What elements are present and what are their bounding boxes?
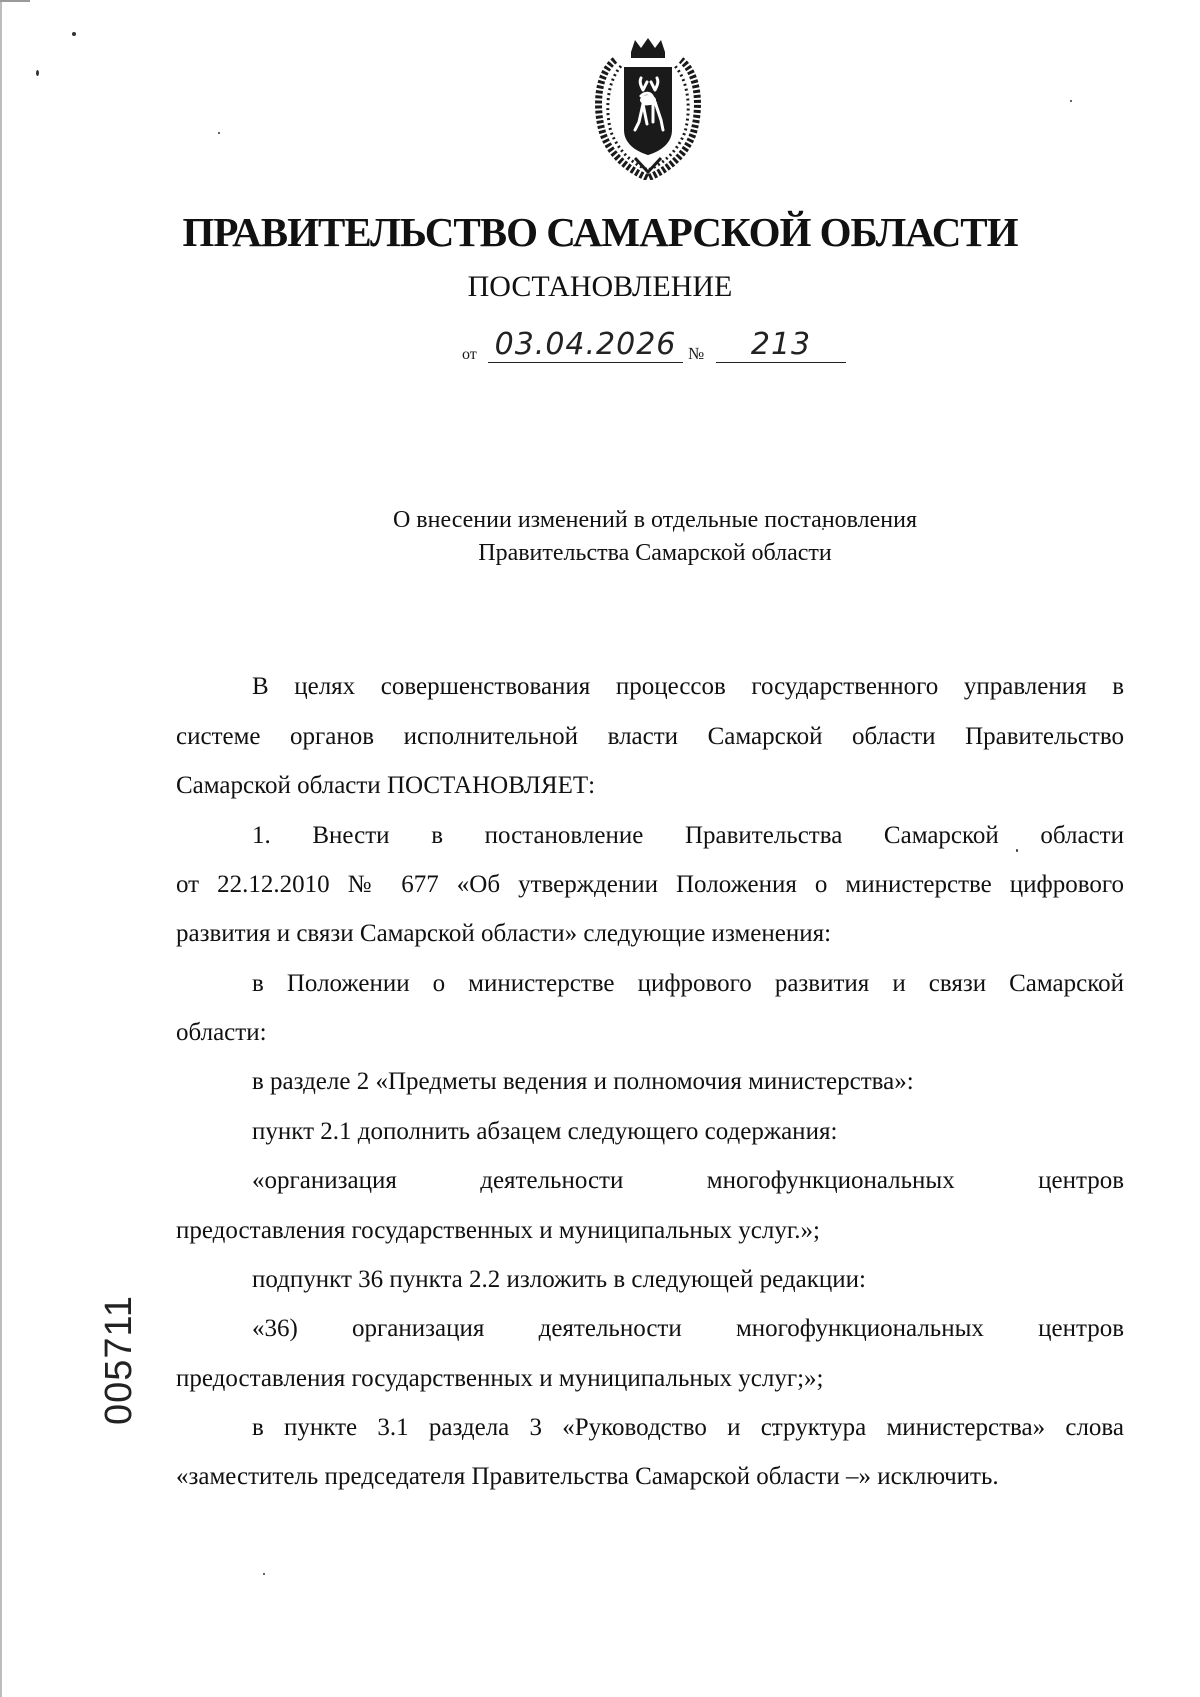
body-line: в пункте 3.1 раздела 3 «Руководство и структура министерства» слова	[252, 1414, 1124, 1441]
date-number-line	[0, 328, 1200, 368]
document-date: 03.04.2026	[488, 328, 683, 363]
body-line: Самарской области ПОСТАНОВЛЯЕТ:	[176, 772, 596, 799]
body-line: 1. Внести в постановление Правительства Самарской области	[252, 822, 1124, 849]
body-line: развития и связи Самарской области» следующие изменения:	[176, 920, 832, 947]
body-line: предоставления государственных и муниципальных услуг;»;	[176, 1365, 824, 1392]
scan-speck	[72, 32, 76, 36]
scan-speck	[36, 70, 39, 76]
margin-stamp-number: 005711	[98, 1295, 140, 1425]
body-line: подпункт 36 пункта 2.2 изложить в следующей редакции:	[252, 1266, 866, 1293]
body-line: «заместитель председателя Правительства Самарской области –» исключить.	[176, 1463, 999, 1490]
scan-speck	[263, 1573, 265, 1575]
date-prefix: от	[462, 346, 477, 363]
number-prefix: №	[688, 344, 705, 363]
subject-line: Правительства Самарской области	[478, 540, 832, 566]
body-line: предоставления государственных и муниципальных услуг.»;	[176, 1217, 820, 1244]
scan-speck	[1070, 100, 1072, 102]
body-line: В целях совершенствования процессов государственного управления в	[252, 673, 1124, 700]
body-line: в Положении о министерстве цифрового развития и связи Самарской	[252, 970, 1124, 997]
scan-speck	[218, 132, 220, 134]
document-subject	[0, 504, 1200, 570]
body-line: в разделе 2 «Предметы ведения и полномочия министерства»:	[252, 1068, 914, 1095]
body-line: от 22.12.2010 № 677 «Об утверждении Положения о министерстве цифрового	[176, 871, 1124, 898]
body-line: области:	[176, 1019, 267, 1046]
body-line: «36) организация деятельности многофункциональных центров	[252, 1315, 1124, 1342]
document-number: 213	[716, 328, 846, 363]
scan-mark	[0, 0, 30, 2]
body-line: пункт 2.1 дополнить абзацем следующего содержания:	[252, 1118, 838, 1145]
body-line: «организация деятельности многофункциональных центров	[252, 1167, 1124, 1194]
body-line: системе органов исполнительной власти Самарской области Правительство	[176, 723, 1124, 750]
document-type: ПОСТАНОВЛЕНИЕ	[467, 270, 733, 303]
samara-coat-of-arms-icon	[591, 38, 705, 180]
government-title: ПРАВИТЕЛЬСТВО САМАРСКОЙ ОБЛАСТИ	[182, 209, 1018, 255]
subject-line: О внесении изменений в отдельные постановления	[392, 507, 918, 533]
